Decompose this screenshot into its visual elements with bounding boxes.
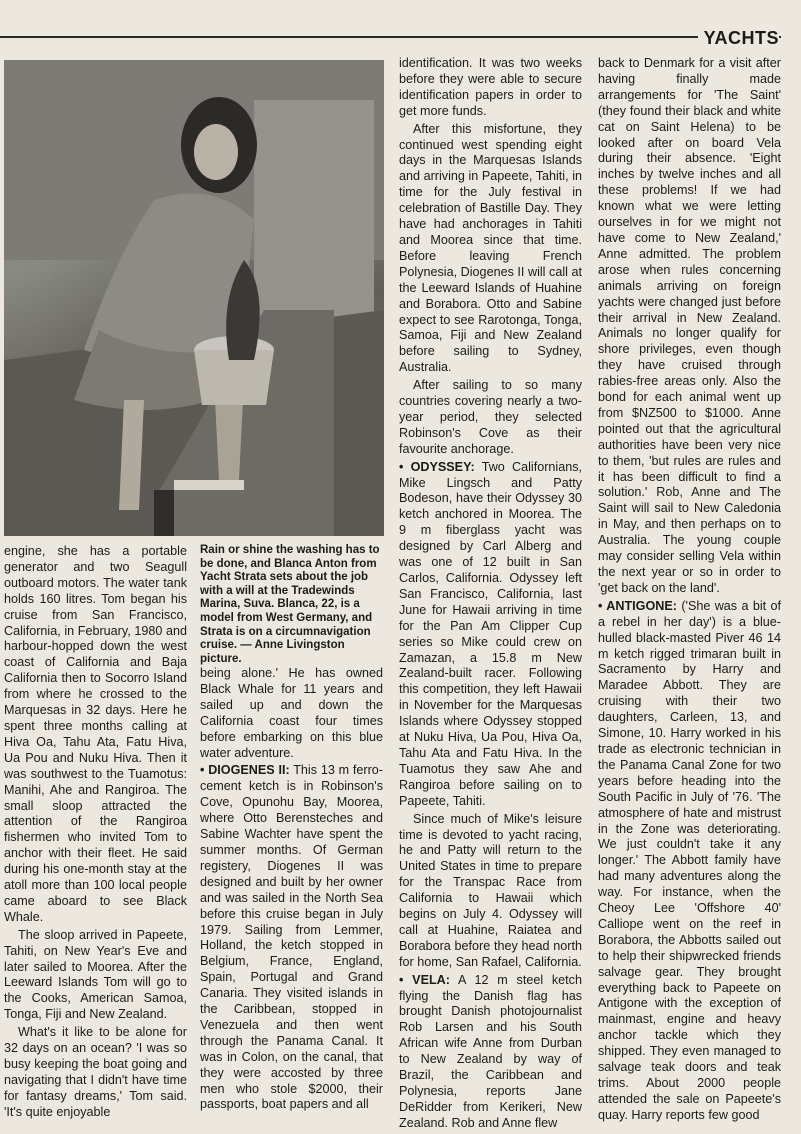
antigone-text: ('She was a bit of a rebel in her day') is a blue-hulled black-masted Piver 46 14 m ketch rigged trimaran built in Sacramento by Harry and Maradee Abbott. They are cruising with their two daughters, Carleen, 13, and Simone, 10. Harry worked in his trade as electronic technician in the Panama Canal Zone for two years before heading into the South Pacific in July of '76. 'The atmosphere of hate and mistrust in the Zone was deteriorating. We just couldn't take it any longer.' The Abbott family have had many adventures along the way. For instance, when the Cheoy Lee 'Offshore 40' Calliope went on the reef in Borabora, the Abbotts sailed out to help their shipwrecked friends salvage gear. They brought everything back to Papeete on Antigone with the exception of mainmast, engine and heavy anchor tackle which they shipped. They even managed to salvage teak doors and teak trims. About 2000 people attended the sale on Papeete's quay. Harry reports few good — [598, 598, 781, 1122]
paragraph: What's it like to be alone for 32 days on an ocean? 'I was so busy keeping the boat going and navigating that I didn't have time for fantasy dreams,' Tom said. 'It's quite enjoyable — [4, 1025, 187, 1119]
paragraph: After this misfortune, they continued west spending eight days in the Marquesas Islands and arriving in Papeete, Tahiti, in time for the July festival in celebration of Bastille Day. They have had anchorages in Tahiti and Moorea since that time. Before leaving French Polynesia, Diogenes II will call at the Leeward Islands of Huahine and Borabora. Otto and Sabine expect to see Rarotonga, Tonga, Samoa, Fiji and New Zealand before sailing to Sydney, Australia. — [399, 121, 582, 375]
diogenes-text: This 13 m ferro-cement ketch is in Robinson's Cove, Opunohu Bay, Moorea, where Otto Berensteches and Sabine Wachter have spent the summer months. Of German registery, Diogenes II was designed and built by her owner and was sailed in the North Sea before this cruise began in July 1979. Sailing from Lemmer, Holland, the ketch stopped in Belgium, France, England, Spain, Portugal and Grand Canaria. They visited islands in the Caribbean, stopped in Venezuela and then went through the Panama Canal. It was in Colon, on the canal, that they were accosted by three men who stole $2000, their passports, boat papers and all — [200, 763, 383, 1112]
vela-heading: • VELA: — [399, 972, 450, 987]
column-2 — [200, 666, 383, 1115]
paragraph: identification. It was two weeks before they were able to secure identification papers in order to get more funds. — [399, 56, 582, 118]
column-3 — [399, 56, 582, 1134]
diogenes-heading: • DIOGENES II: — [200, 763, 290, 778]
antigone-heading: • ANTIGONE: — [598, 598, 677, 613]
vela-paragraph — [399, 973, 582, 1132]
section-title: YACHTS — [698, 28, 779, 49]
photo-caption: Rain or shine the washing has to be done, and Blanca Anton from Yacht Strata sets about the job with a will at the Tradewinds Marina, Suva. Blanca, 22, is a model from West Germany, and Strata is on a circumnavigation cruise. — Anne Livingston picture. — [200, 544, 380, 665]
diogenes-paragraph — [200, 763, 383, 1113]
paragraph: engine, she has a portable generator and two Seagull outboard motors. The water tank holds 160 litres. Tom began his cruise from San Francisco, California, in February, 1980 and harbour-hopped down the west coast of California and Baja California then to Socorro Island from where he crossed to the Marquesas in 32 days. Here he spent three months calling at Hiva Oa, Tahu Ata, Fatu Hiva, Ua Pou and Nuku Hiva. Then it was southwest to the Tuamotus: Manihi, Ahe and Rangiroa. The small sloop attracted the attention of the Rangiroa fishermen who invited Tom to anchor with their fleet. He said during his one-month stay at the atoll more than 100 local people came aboard to see Black Whale. — [4, 544, 187, 924]
paragraph: After sailing to so many countries covering nearly a two-year period, they selected Robinson's Cove as their favourite anchorage. — [399, 378, 582, 456]
odyssey-paragraph — [399, 460, 582, 810]
vela-text: A 12 m steel ketch flying the Danish flag has brought Danish photojournalist Rob Larsen and his South African wife Anne from Durban to New Zealand by way of Brazil, the Caribbean and Polynesia, reports Jane DeRidder from Kerikeri, New Zealand. Rob and Anne flew — [399, 972, 582, 1130]
odyssey-text: Two Californians, Mike Lingsch and Patty Bodeson, have their Odyssey 30 ketch anchored in Moorea. The 9 m fiberglass yacht was designed by Carl Alberg and was one of 12 built in San Carlos, California. Odyssey left San Francisco, California, last June for Hawaii arriving in time for the Pan Am Clipper Cup series so Mike could crew on Zamazan, a 15.8 m New Zealand-built racer. Following this competition, they left Hawaii in November for the Marquesas Islands where Odyssey stopped at Nuku Hiva, Ua Pou, Hiva Oa, Tahu Ata and Fatu Hiva. In the Tuamotus they saw Ahe and Rangiroa before sailing on to Papeete, Tahiti. — [399, 459, 582, 808]
antigone-paragraph — [598, 599, 781, 1124]
column-4 — [598, 56, 781, 1126]
header-rule — [0, 36, 781, 38]
odyssey-heading: • ODYSSEY: — [399, 459, 475, 474]
paragraph: Since much of Mike's leisure time is devoted to yacht racing, he and Patty will return to the United States in time to prepare for the Transpac Race from California to Hawaii which begins on July 4. Odyssey will call at Huahine, Raiatea and Borabora before they head north for home, San Rafael, California. — [399, 811, 582, 969]
woman-washing-photo — [4, 60, 384, 536]
column-1 — [4, 544, 187, 1123]
paragraph: The sloop arrived in Papeete, Tahiti, on New Year's Eve and later sailed to Moorea. After the Leeward Islands Tom will go to the Cooks, American Samoa, Tonga, Fiji and New Zealand. — [4, 927, 187, 1022]
paragraph: being alone.' He has owned Black Whale for 11 years and sailed up and down the California coast four times before embarking on this blue water adventure. — [200, 666, 383, 760]
paragraph: back to Denmark for a visit after having finally made arrangements for 'The Saint' (they found their black and white cat on Saint Helena) to be looked after on board Vela during their absence. 'Eight inches by twelve inches and all these problems! If we had known what we were letting ourselves in for we might not have come to New Zealand,' Anne admitted. The problem arose when rules concerning animals arriving on foreign yachts were changed just before their arrival in New Zealand. Animals no longer qualify for shore privileges, even though they have cruised through rabies-free areas only. Also the bond for each animal went up from $NZ500 to $1000. Anne pointed out that the agricultural authorities have been very nice to them, 'but rules are rules and it has been difficult to find a solution.' Rob, Anne and The Saint will sail to New Caledonia in May, and then perhaps on to Australia. The young couple may consider selling Vela within the next year or so in order to 'get back on the land'. — [598, 56, 781, 595]
